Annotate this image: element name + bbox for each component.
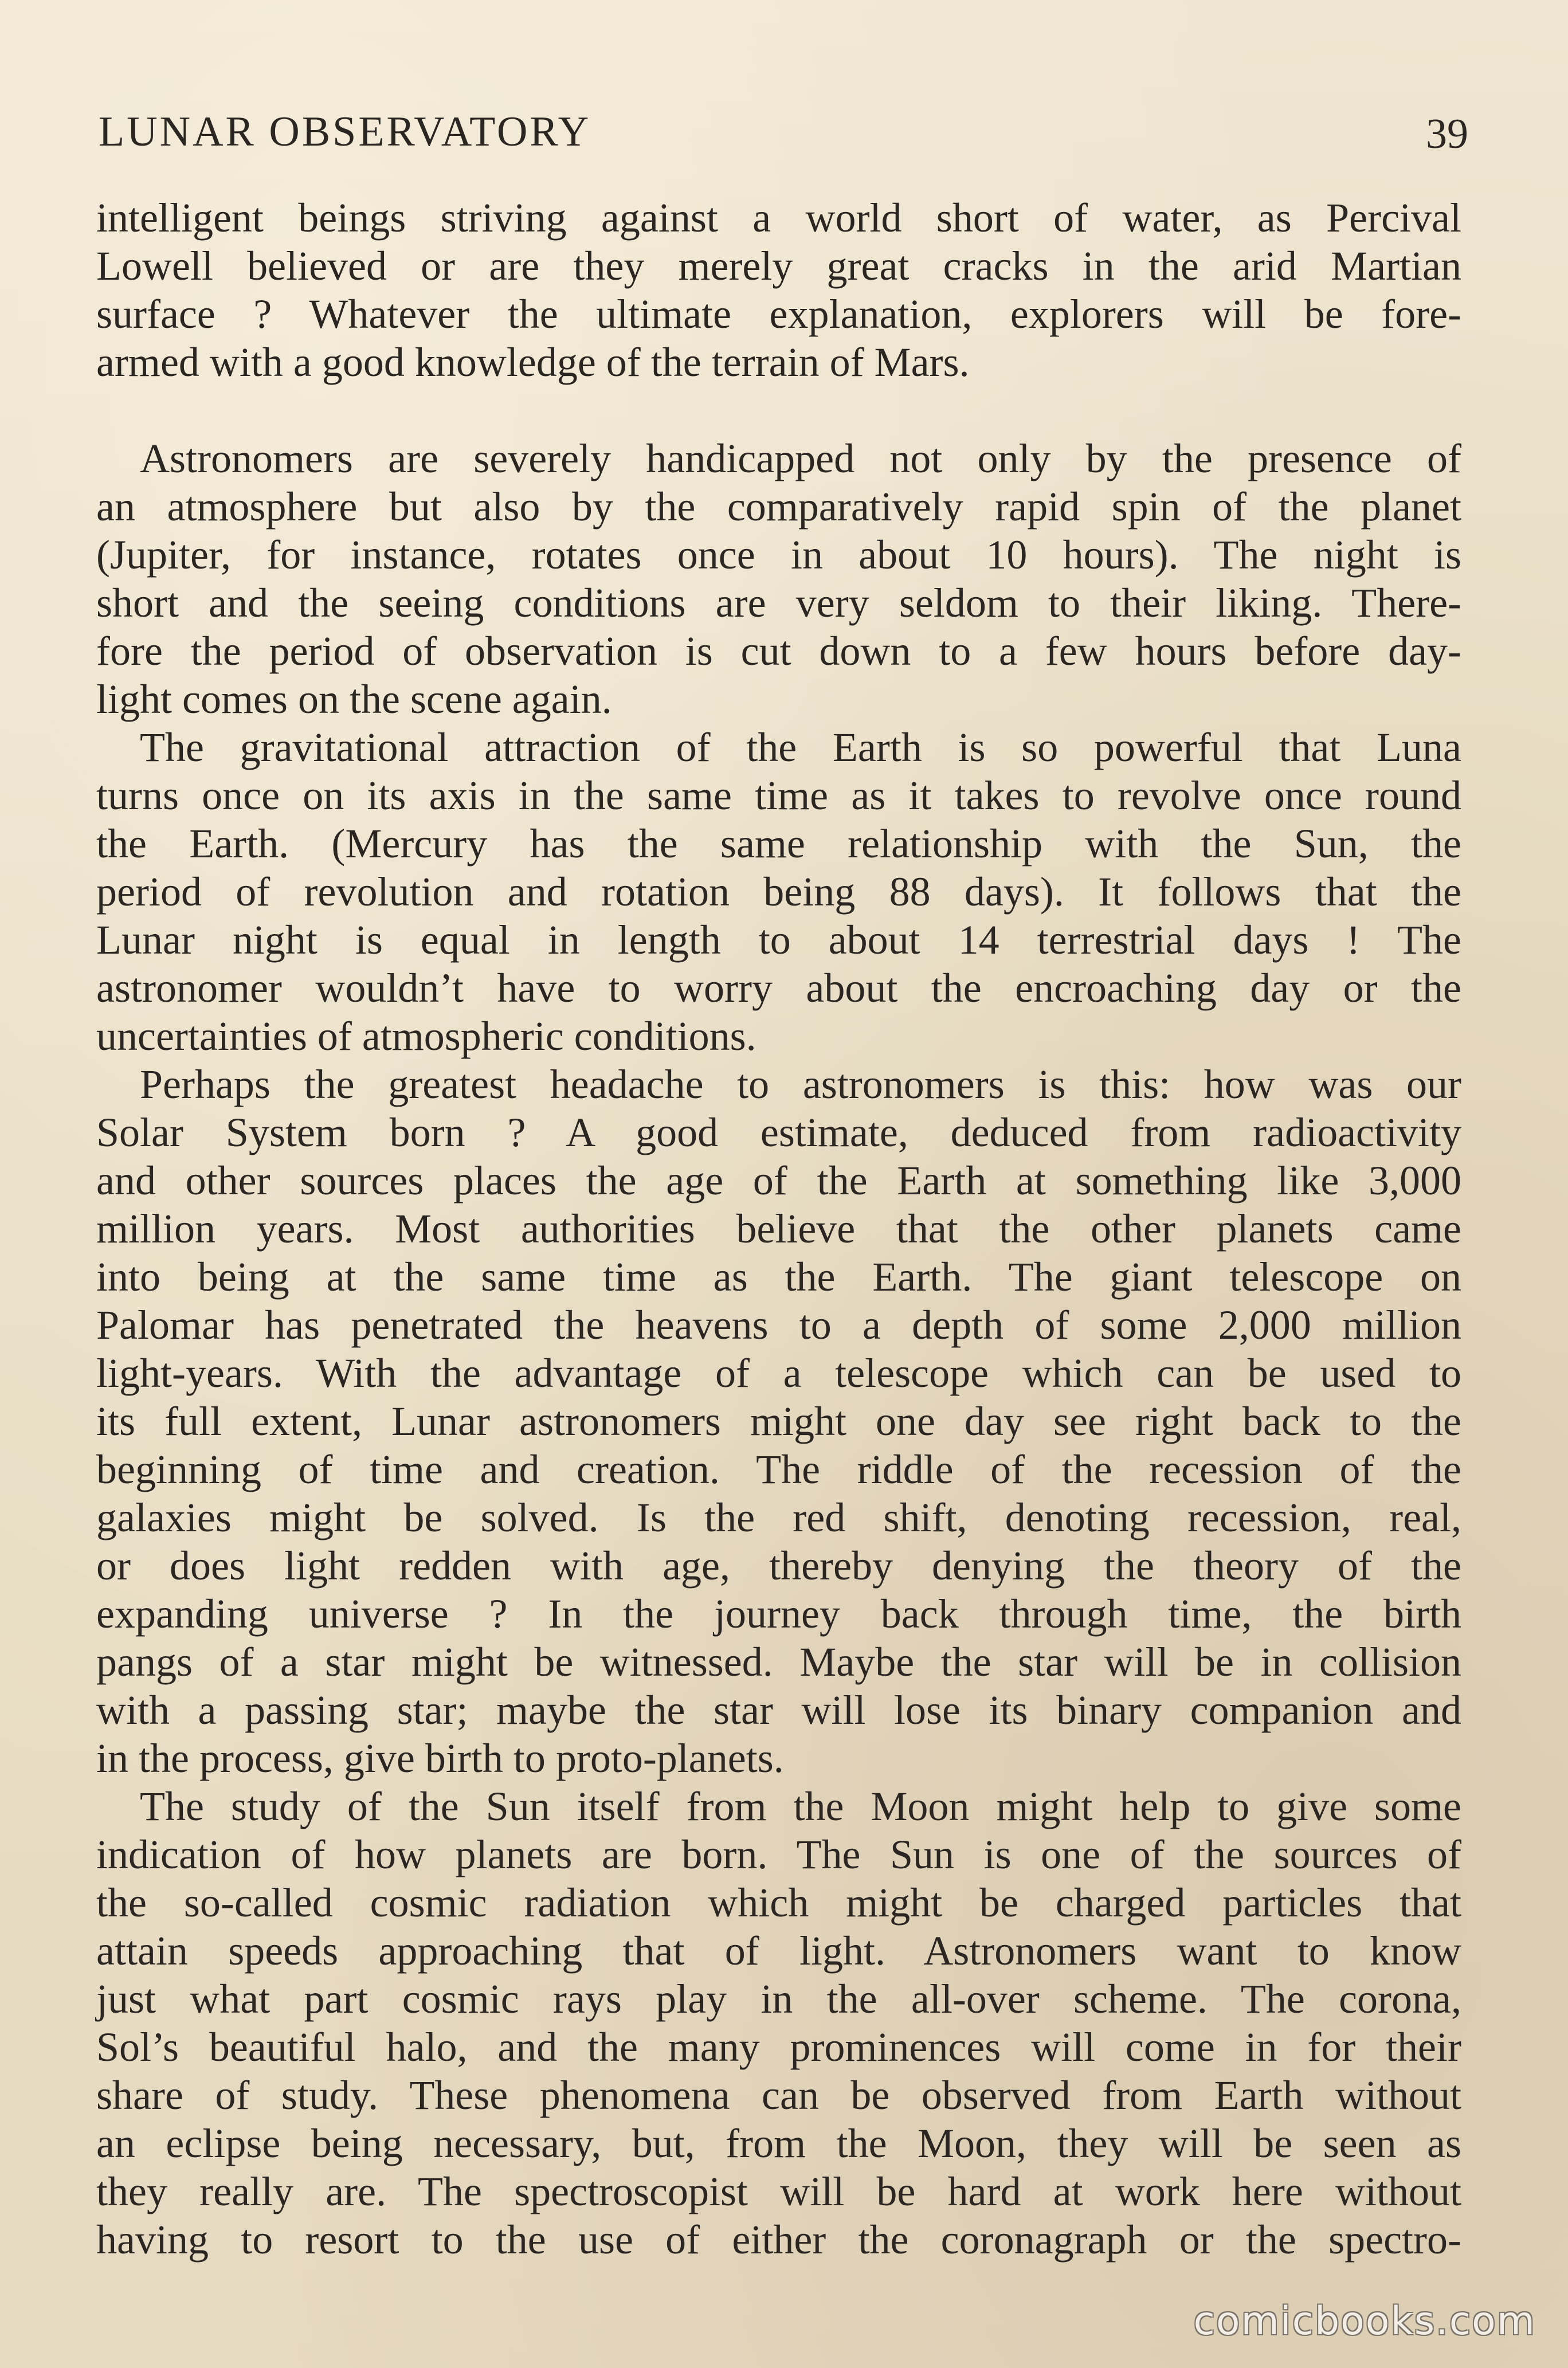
text-line: Solar System born ? A good estimate, deduced from radioactivity — [96, 1109, 1461, 1155]
text-line: into being at the same time as the Earth. The giant telescope on — [96, 1254, 1461, 1300]
text-line: galaxies might be solved. Is the red shift, denoting recession, real, — [96, 1495, 1461, 1540]
text-line: Perhaps the greatest headache to astronomers is this: how was our — [140, 1061, 1461, 1107]
text-line: light-years. With the advantage of a telescope which can be used to — [96, 1350, 1461, 1396]
text-line: just what part cosmic rays play in the all-over scheme. The corona, — [96, 1976, 1461, 2022]
text-line: in the process, give birth to proto-planets. — [96, 1735, 784, 1781]
text-line: the so-called cosmic radiation which might be charged particles that — [96, 1880, 1461, 1926]
running-title: LUNAR OBSERVATORY — [99, 108, 591, 155]
text-line: The gravitational attraction of the Earth is so powerful that Luna — [140, 724, 1461, 770]
text-line: beginning of time and creation. The riddle of the recession of the — [96, 1446, 1461, 1492]
text-line: astronomer wouldn’t have to worry about the encroaching day or the — [96, 965, 1461, 1011]
text-line: turns once on its axis in the same time as it takes to revolve once round — [96, 773, 1461, 818]
text-line: surface ? Whatever the ultimate explanation, explorers will be fore- — [96, 291, 1461, 337]
text-line: an atmosphere but also by the comparatively rapid spin of the planet — [96, 484, 1461, 530]
text-line: intelligent beings striving against a world short of water, as Percival — [96, 195, 1461, 241]
text-line: an eclipse being necessary, but, from the Moon, they will be seen as — [96, 2120, 1461, 2166]
text-line: expanding universe ? In the journey back through time, the birth — [96, 1591, 1461, 1637]
text-line: armed with a good knowledge of the terrain of Mars. — [96, 339, 970, 385]
text-line: Lunar night is equal in length to about 14 terrestrial days ! The — [96, 917, 1461, 963]
text-line: million years. Most authorities believe that the other planets came — [96, 1206, 1461, 1252]
text-line: its full extent, Lunar astronomers might one day see right back to the — [96, 1398, 1461, 1444]
text-line: The study of the Sun itself from the Moon might help to give some — [140, 1783, 1461, 1829]
text-line: light comes on the scene again. — [96, 676, 612, 722]
text-line: the Earth. (Mercury has the same relationship with the Sun, the — [96, 821, 1461, 867]
text-line: attain speeds approaching that of light. Astronomers want to know — [96, 1928, 1461, 1974]
watermark: comicbooks.com — [1193, 2299, 1536, 2344]
text-line: Palomar has penetrated the heavens to a depth of some 2,000 million — [96, 1302, 1461, 1348]
text-line: Lowell believed or are they merely great cracks in the arid Martian — [96, 243, 1461, 289]
page-number: 39 — [1426, 111, 1468, 158]
text-line: Astronomers are severely handicapped not only by the presence of — [140, 436, 1461, 481]
text-line: short and the seeing conditions are very seldom to their liking. There- — [96, 580, 1461, 626]
text-line: (Jupiter, for instance, rotates once in about 10 hours). The night is — [96, 532, 1461, 578]
text-line: pangs of a star might be witnessed. Maybe the star will be in collision — [96, 1639, 1461, 1685]
text-line: Sol’s beautiful halo, and the many prominences will come in for their — [96, 2024, 1461, 2070]
body-text — [96, 194, 1461, 2264]
text-line: or does light redden with age, thereby denying the theory of the — [96, 1543, 1461, 1589]
text-line: period of revolution and rotation being 88 days). It follows that the — [96, 869, 1461, 915]
text-line: fore the period of observation is cut down to a few hours before day- — [96, 628, 1461, 674]
text-line: and other sources places the age of the Earth at something like 3,000 — [96, 1158, 1461, 1203]
running-header — [99, 103, 1468, 160]
text-line: indication of how planets are born. The Sun is one of the sources of — [96, 1832, 1461, 1877]
paragraph-gap — [96, 386, 1461, 434]
text-line: uncertainties of atmospheric conditions. — [96, 1013, 756, 1059]
text-line: share of study. These phenomena can be observed from Earth without — [96, 2072, 1461, 2118]
text-line: with a passing star; maybe the star will lose its binary companion and — [96, 1687, 1461, 1733]
text-line: they really are. The spectroscopist will be hard at work here without — [96, 2169, 1461, 2214]
text-line: having to resort to the use of either the coronagraph or the spectro- — [96, 2217, 1461, 2263]
